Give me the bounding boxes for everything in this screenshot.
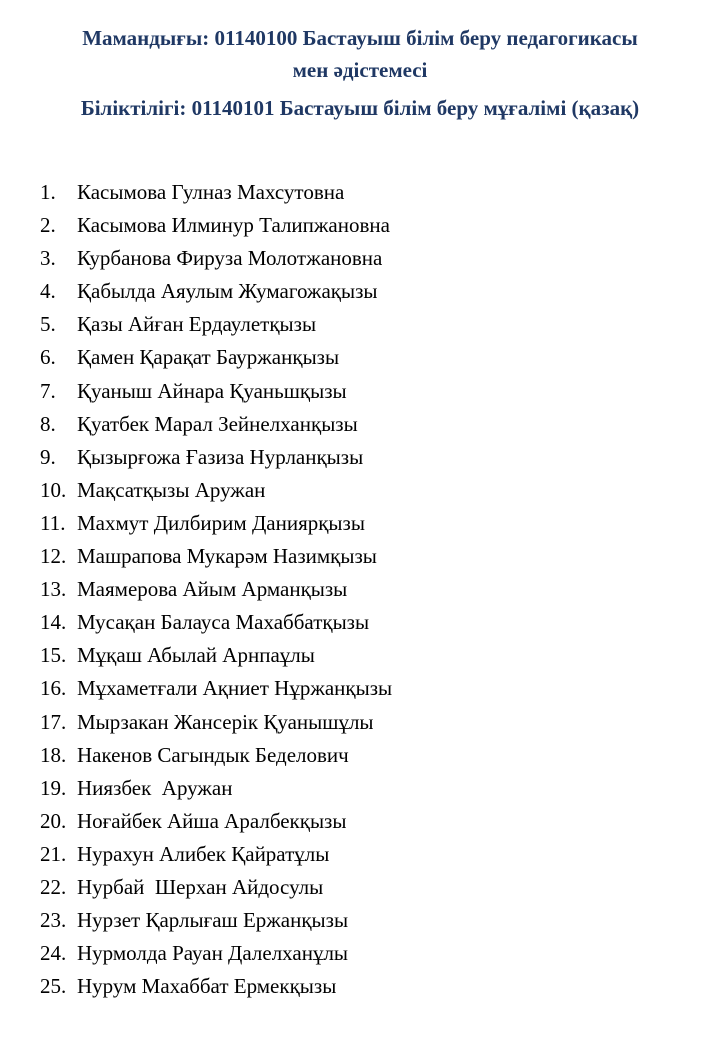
list-item-number: 18.	[40, 742, 67, 767]
list-item-name: Мырзакан Жансерік Қуанышұлы	[77, 709, 374, 734]
list-item	[0, 507, 720, 540]
list-item	[0, 805, 720, 838]
list-item-name: Ноғайбек Айша Аралбекқызы	[77, 808, 347, 833]
list-item-name: Ниязбек Аружан	[77, 775, 233, 800]
list-item-number: 4.	[40, 279, 56, 304]
list-item-number: 17.	[40, 709, 67, 734]
list-item-number: 21.	[40, 841, 67, 866]
list-item-name: Накенов Сагындык Беделович	[77, 742, 349, 767]
list-item-number: 15.	[40, 643, 67, 668]
list-item	[0, 242, 720, 275]
list-item	[0, 176, 720, 209]
specialty-heading: Мамандығы: 01140100 Бастауыш білім беру педагогикасы мен әдістемесі	[82, 26, 638, 82]
list-item-name: Касымова Илминур Талипжановна	[77, 213, 390, 238]
list-item-number: 19.	[40, 775, 67, 800]
list-item-name: Мұхаметғали Ақниет Нұржанқызы	[77, 676, 393, 701]
list-item-name: Нурмолда Рауан Далелханұлы	[77, 941, 349, 966]
list-item	[0, 639, 720, 672]
list-item-number: 12.	[40, 544, 67, 569]
list-item-number: 14.	[40, 610, 67, 635]
list-item	[0, 970, 720, 1003]
list-item	[0, 275, 720, 308]
list-item	[0, 573, 720, 606]
list-item-name: Курбанова Фируза Молотжановна	[77, 246, 383, 271]
list-item	[0, 408, 720, 441]
list-item-name: Нурбай Шерхан Айдосулы	[77, 874, 324, 899]
list-item	[0, 474, 720, 507]
list-item	[0, 706, 720, 739]
list-item	[0, 937, 720, 970]
list-item-number: 9.	[40, 444, 56, 469]
list-item	[0, 441, 720, 474]
list-item-name: Нурахун Алибек Қайратұлы	[77, 841, 330, 866]
list-item-number: 1.	[40, 180, 56, 204]
list-item	[0, 540, 720, 573]
list-item-name: Нурзет Қарлығаш Ержанқызы	[77, 908, 349, 933]
list-item-number: 25.	[40, 974, 67, 999]
list-item-name: Қызырғожа Ғазиза Нурланқызы	[77, 444, 364, 469]
list-item-name: Нурум Махаббат Ермекқызы	[77, 974, 337, 999]
list-item-name: Қуаныш Айнара Қуаньшқызы	[77, 378, 347, 403]
list-item-number: 5.	[40, 312, 56, 337]
list-item-name: Қамен Қарақат Бауржанқызы	[77, 345, 340, 370]
list-item	[0, 375, 720, 408]
list-item-name: Қазы Айған Ердаулетқызы	[77, 312, 317, 337]
list-item-name: Мұқаш Абылай Арнпаұлы	[77, 643, 315, 668]
list-item-name: Маямерова Айым Арманқызы	[77, 577, 348, 602]
list-item	[0, 606, 720, 639]
list-item	[0, 341, 720, 374]
list-item-number: 11.	[40, 510, 66, 535]
list-item	[0, 739, 720, 772]
list-item-number: 7.	[40, 378, 56, 403]
list-item-name: Касымова Гулназ Махсутовна	[77, 180, 345, 204]
list-item-name: Қуатбек Марал Зейнелханқызы	[77, 411, 358, 436]
qualification-heading: Біліктілігі: 01140101 Бастауыш білім беру мұғалімі (қазақ)	[80, 96, 640, 120]
list-item	[0, 772, 720, 805]
list-item	[0, 672, 720, 705]
list-item-number: 3.	[40, 246, 56, 271]
list-item-number: 10.	[40, 477, 67, 502]
list-item	[0, 904, 720, 937]
list-item-number: 24.	[40, 941, 67, 966]
list-item-number: 6.	[40, 345, 56, 370]
list-item-name: Махмут Дилбирим Даниярқызы	[77, 510, 365, 535]
list-item-number: 23.	[40, 908, 67, 933]
list-item-number: 16.	[40, 676, 67, 701]
student-list	[0, 176, 720, 1003]
list-item-name: Қабылда Аяулым Жумагожақызы	[77, 279, 378, 304]
list-item-number: 22.	[40, 874, 67, 899]
list-item	[0, 308, 720, 341]
list-item-name: Машрапова Мукарәм Назимқызы	[77, 544, 377, 569]
list-item	[0, 871, 720, 904]
list-item-number: 13.	[40, 577, 67, 602]
list-item	[0, 209, 720, 242]
list-item-name: Мусақан Балауса Махаббатқызы	[77, 610, 370, 635]
list-item	[0, 838, 720, 871]
list-item-number: 2.	[40, 213, 56, 238]
list-item-number: 20.	[40, 808, 67, 833]
list-item-number: 8.	[40, 411, 56, 436]
list-item-name: Мақсатқызы Аружан	[77, 477, 266, 502]
